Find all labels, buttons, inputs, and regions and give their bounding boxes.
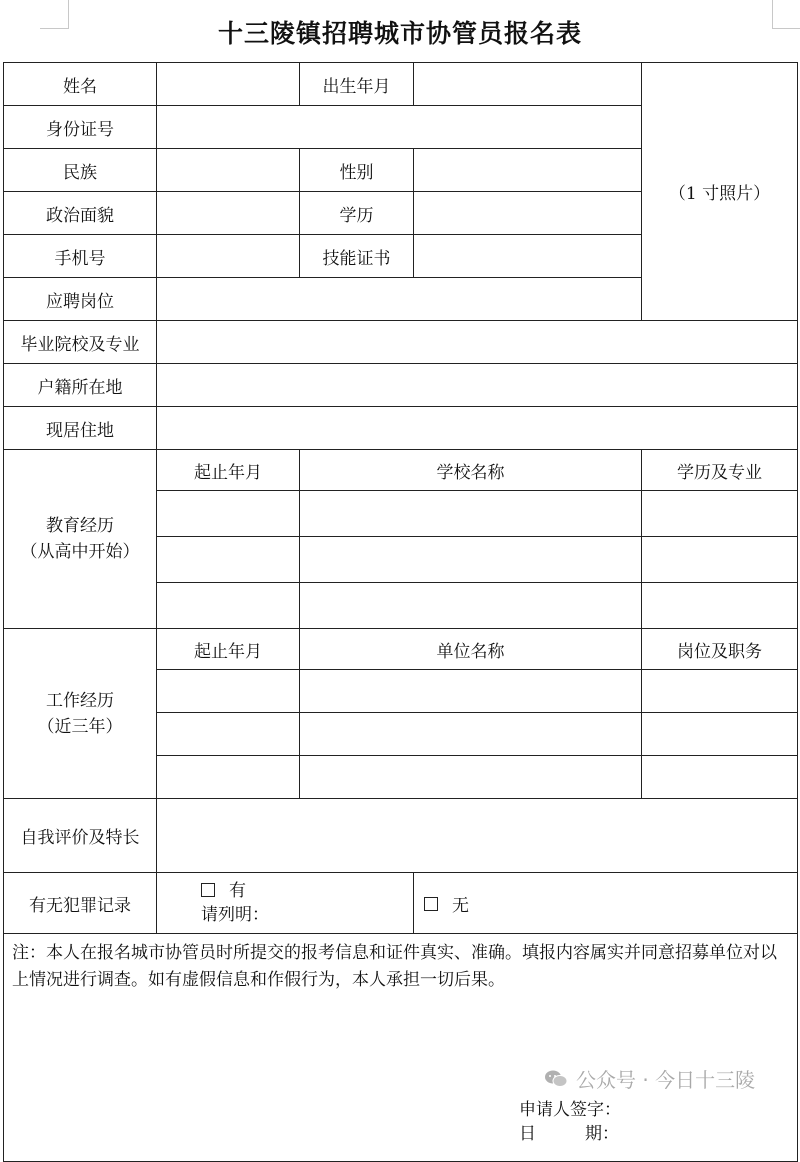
phone-label: 手机号 [4, 235, 157, 278]
self-eval-label: 自我评价及特长 [4, 799, 157, 873]
work-history-label: 工作经历 （近三年） [4, 629, 157, 799]
work-position-cell[interactable] [642, 756, 798, 799]
edu-degree-cell[interactable] [642, 491, 798, 537]
self-eval-field[interactable] [157, 799, 798, 873]
ethnicity-field[interactable] [157, 149, 300, 192]
date-char-2: 期： [585, 1124, 619, 1144]
wechat-icon [544, 1069, 568, 1089]
name-label: 姓名 [4, 63, 157, 106]
work-period-cell[interactable] [157, 670, 300, 713]
name-field[interactable] [157, 63, 300, 106]
education-field[interactable] [414, 192, 642, 235]
watermark [544, 1064, 755, 1093]
work-position-header: 岗位及职务 [642, 629, 798, 670]
household-label: 户籍所在地 [4, 364, 157, 407]
watermark-text: 公众号 · 今日十三陵 [576, 1068, 756, 1092]
signature-block [519, 1098, 621, 1146]
edu-degree-cell[interactable] [642, 583, 798, 629]
work-unit-header: 单位名称 [300, 629, 642, 670]
school-major-label: 毕业院校及专业 [4, 321, 157, 364]
ethnicity-label: 民族 [4, 149, 157, 192]
edu-school-cell[interactable] [300, 491, 642, 537]
edu-school-cell[interactable] [300, 537, 642, 583]
edu-period-cell[interactable] [157, 537, 300, 583]
certificate-label: 技能证书 [300, 235, 414, 278]
work-unit-cell[interactable] [300, 713, 642, 756]
declaration-cell [4, 934, 798, 1162]
criminal-yes-cell [157, 873, 414, 934]
school-major-field[interactable] [157, 321, 798, 364]
gender-field[interactable] [414, 149, 642, 192]
criminal-record-label: 有无犯罪记录 [4, 873, 157, 934]
registration-form-table [3, 62, 798, 1162]
residence-field[interactable] [157, 407, 798, 450]
edu-school-header: 学校名称 [300, 450, 642, 491]
work-unit-cell[interactable] [300, 670, 642, 713]
photo-box[interactable]: （1 寸照片） [642, 63, 798, 321]
position-label: 应聘岗位 [4, 278, 157, 321]
edu-period-cell[interactable] [157, 583, 300, 629]
residence-label: 现居住地 [4, 407, 157, 450]
criminal-specify-text: 请列明： [201, 905, 269, 925]
household-field[interactable] [157, 364, 798, 407]
edu-degree-header: 学历及专业 [642, 450, 798, 491]
work-position-cell[interactable] [642, 713, 798, 756]
birth-field[interactable] [414, 63, 642, 106]
edu-degree-cell[interactable] [642, 537, 798, 583]
criminal-no-checkbox[interactable] [424, 897, 438, 911]
education-label: 学历 [300, 192, 414, 235]
education-history-label: 教育经历 （从高中开始） [4, 450, 157, 629]
edu-period-header: 起止年月 [157, 450, 300, 491]
phone-field[interactable] [157, 235, 300, 278]
birth-label: 出生年月 [300, 63, 414, 106]
certificate-field[interactable] [414, 235, 642, 278]
work-period-cell[interactable] [157, 756, 300, 799]
political-status-label: 政治面貌 [4, 192, 157, 235]
criminal-yes-checkbox[interactable] [201, 883, 215, 897]
date-line[interactable] [519, 1122, 619, 1146]
applicant-signature-label[interactable]: 申请人签字： [519, 1100, 621, 1120]
declaration-text: 注：本人在报名城市协管员时所提交的报考信息和证件真实、准确。填报内容属实并同意招募单位对以上情况进行调查。如有虚假信息和作假行为，本人承担一切后果。 [12, 943, 777, 990]
criminal-yes-text: 有 [229, 881, 246, 901]
date-char-1: 日 [519, 1124, 536, 1144]
form-title: 十三陵镇招聘城市协管员报名表 [217, 19, 582, 48]
id-number-label: 身份证号 [4, 106, 157, 149]
work-position-cell[interactable] [642, 670, 798, 713]
edu-school-cell[interactable] [300, 583, 642, 629]
position-field[interactable] [157, 278, 642, 321]
work-period-header: 起止年月 [157, 629, 300, 670]
gender-label: 性别 [300, 149, 414, 192]
work-period-cell[interactable] [157, 713, 300, 756]
political-status-field[interactable] [157, 192, 300, 235]
id-number-field[interactable] [157, 106, 642, 149]
criminal-no-cell [414, 873, 798, 934]
criminal-no-text: 无 [452, 895, 469, 916]
edu-period-cell[interactable] [157, 491, 300, 537]
work-unit-cell[interactable] [300, 756, 642, 799]
